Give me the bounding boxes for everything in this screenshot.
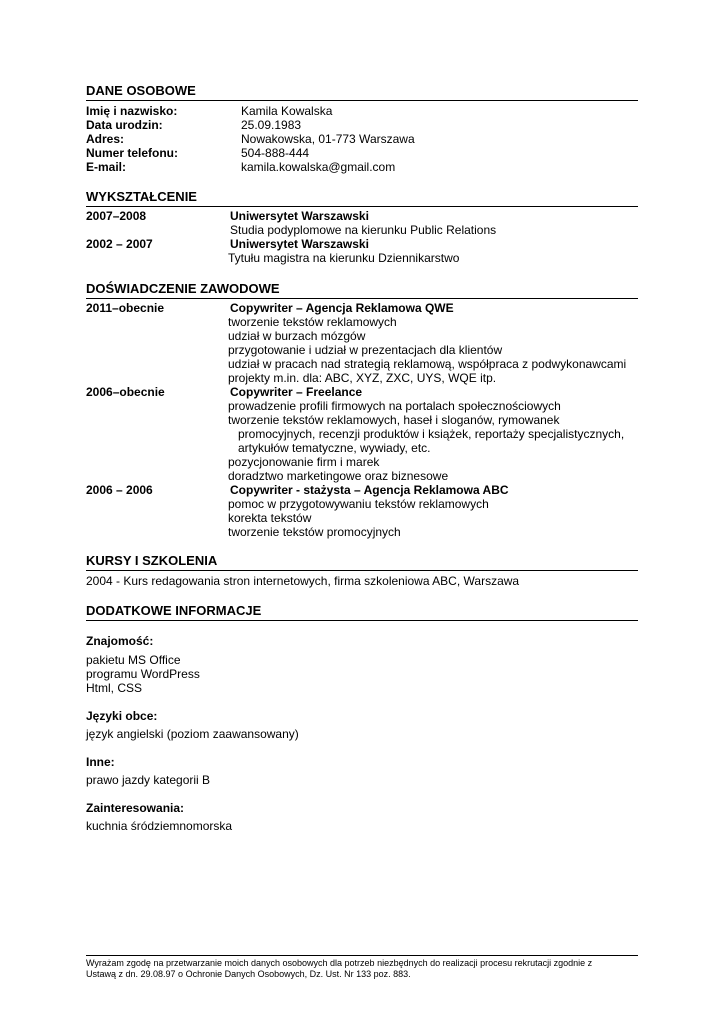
- section-title-education: WYKSZTAŁCENIE: [86, 189, 638, 207]
- consent-line-1: Wyrażam zgodę na przetwarzanie moich danych osobowych dla potrzeb niezbędnych do realizacji procesu rekrutacji zgodnie z: [86, 958, 593, 968]
- experience-duty: tworzenie tekstów reklamowych, haseł i sloganów, rymowanek: [228, 413, 560, 427]
- experience-duty: udział w pracach nad strategią reklamową, współpraca z podwykonawcami: [228, 357, 627, 371]
- experience-duty: pomoc w przygotowywaniu tekstów reklamowych: [228, 497, 489, 511]
- personal-label-email: E-mail:: [86, 160, 127, 174]
- experience-period: 2011–obecnie: [86, 301, 165, 315]
- education-school: Uniwersytet Warszawski: [230, 209, 369, 223]
- additional-item: Html, CSS: [86, 681, 143, 695]
- personal-value-phone: 504-888-444: [241, 146, 310, 160]
- footer-divider: [86, 955, 638, 956]
- personal-label-birthdate: Data urodzin:: [86, 118, 163, 132]
- personal-label-address: Adres:: [86, 132, 125, 146]
- additional-heading: Zainteresowania:: [86, 801, 185, 815]
- additional-item: kuchnia śródziemnomorska: [86, 819, 233, 833]
- experience-duty: korekta tekstów: [228, 511, 312, 525]
- education-period: 2007–2008: [86, 209, 147, 223]
- experience-duty: tworzenie tekstów promocyjnych: [228, 525, 401, 539]
- section-title-courses: KURSY I SZKOLENIA: [86, 553, 638, 571]
- additional-item: prawo jazdy kategorii B: [86, 773, 211, 787]
- experience-duty: prowadzenie profili firmowych na portalach społecznościowych: [228, 399, 561, 413]
- personal-label-name: Imię i nazwisko:: [86, 104, 178, 118]
- section-title-experience: DOŚWIADCZENIE ZAWODOWE: [86, 281, 638, 299]
- personal-value-birthdate: 25.09.1983: [241, 118, 302, 132]
- course-entry: 2004 - Kurs redagowania stron internetowych, firma szkoleniowa ABC, Warszawa: [86, 574, 520, 588]
- additional-item: pakietu MS Office: [86, 653, 181, 667]
- education-school: Uniwersytet Warszawski: [230, 237, 369, 251]
- education-detail: Tytułu magistra na kierunku Dziennikarstwo: [228, 251, 460, 265]
- experience-duty: artykułów tematyczne, wywiady, etc.: [238, 441, 431, 455]
- personal-value-name: Kamila Kowalska: [241, 104, 333, 118]
- education-period: 2002 – 2007: [86, 237, 153, 251]
- experience-duty: udział w burzach mózgów: [228, 329, 366, 343]
- experience-position: Copywriter – Agencja Reklamowa QWE: [230, 301, 454, 315]
- personal-value-email: kamila.kowalska@gmail.com: [241, 160, 396, 174]
- experience-duty: przygotowanie i udział w prezentacjach dla klientów: [228, 343, 503, 357]
- experience-duty: tworzenie tekstów reklamowych: [228, 315, 397, 329]
- experience-position: Copywriter - stażysta – Agencja Reklamowa ABC: [230, 483, 509, 497]
- experience-duty: projekty m.in. dla: ABC, XYZ, ZXC, UYS, WQE itp.: [228, 371, 497, 385]
- additional-heading: Inne:: [86, 755, 115, 769]
- education-detail: Studia podyplomowe na kierunku Public Relations: [230, 223, 497, 237]
- experience-position: Copywriter – Freelance: [230, 385, 363, 399]
- additional-heading: Znajomość:: [86, 634, 154, 648]
- consent-clause: [86, 958, 646, 980]
- experience-period: 2006 – 2006: [86, 483, 153, 497]
- experience-duty: pozycjonowanie firm i marek: [228, 455, 380, 469]
- cv-page: [86, 0, 638, 1024]
- personal-value-address: Nowakowska, 01-773 Warszawa: [241, 132, 415, 146]
- additional-item: język angielski (poziom zaawansowany): [86, 727, 299, 741]
- personal-label-phone: Numer telefonu:: [86, 146, 179, 160]
- section-title-additional: DODATKOWE INFORMACJE: [86, 603, 638, 621]
- experience-period: 2006–obecnie: [86, 385, 165, 399]
- experience-duty: promocyjnych, recenzji produktów i książek, reportaży specjalistycznych,: [238, 427, 625, 441]
- consent-line-2: Ustawą z dn. 29.08.97 o Ochronie Danych Osobowych, Dz. Ust. Nr 133 poz. 883.: [86, 969, 411, 979]
- additional-heading: Języki obce:: [86, 709, 158, 723]
- section-title-personal: DANE OSOBOWE: [86, 83, 638, 101]
- experience-duty: doradztwo marketingowe oraz biznesowe: [228, 469, 449, 483]
- additional-item: programu WordPress: [86, 667, 200, 681]
